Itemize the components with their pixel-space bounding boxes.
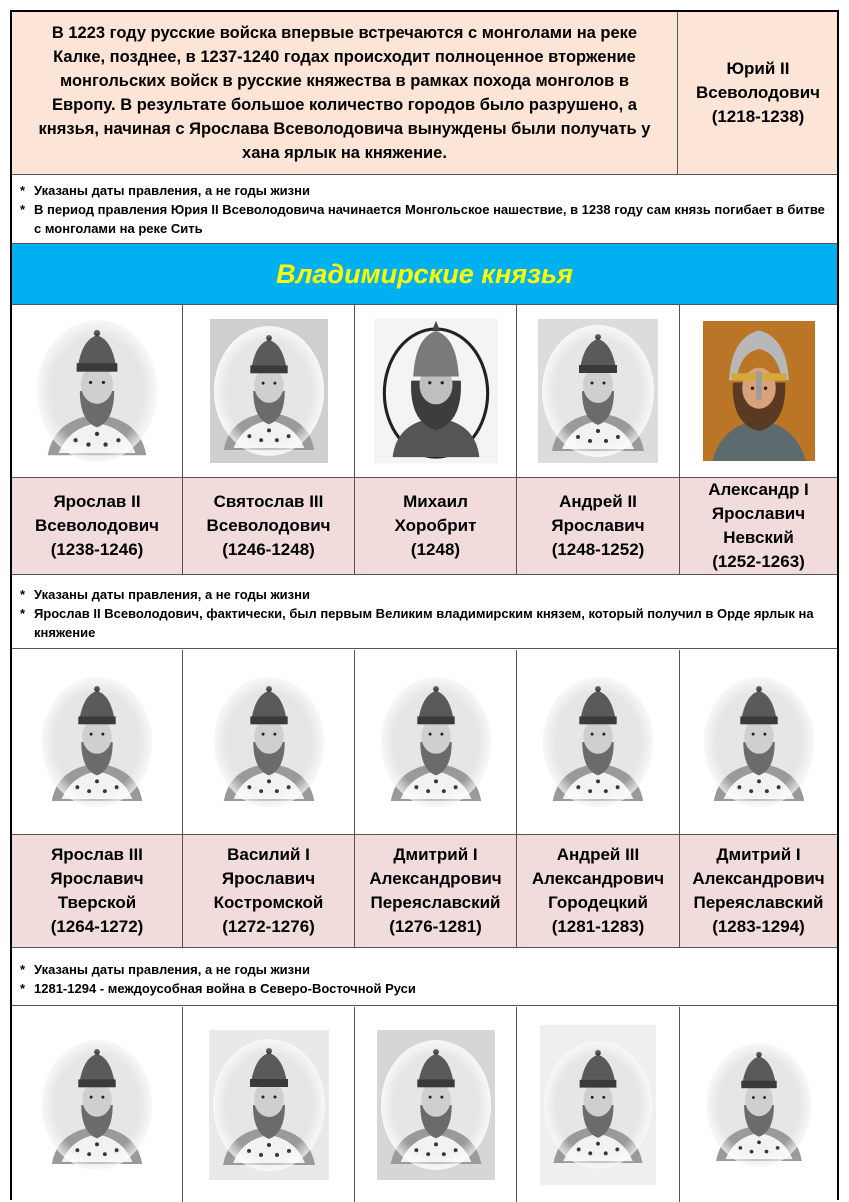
ruler-name-line: Александрович xyxy=(369,869,502,888)
portrait-helmet-icon xyxy=(374,318,498,464)
ruler-name-line: Святослав III xyxy=(213,492,324,511)
ruler-years: (1252-1263) xyxy=(712,552,805,571)
note-text: В период правления Юрия II Всеволодовича начинается Монгольское нашествие, в 1238 году сам князь погибает в битве с монголами на реке Сить xyxy=(34,202,825,236)
ruler-years: (1248-1252) xyxy=(551,540,645,559)
ruler-name-line: Костромской xyxy=(213,893,324,912)
portrait-crown-icon xyxy=(377,1030,495,1180)
portrait-crown-icon xyxy=(209,1030,329,1180)
portrait-cell xyxy=(355,305,517,477)
ruler-name-line: Тверской xyxy=(57,893,137,912)
portrait-cell xyxy=(355,1007,517,1202)
portrait-crown-icon xyxy=(210,319,328,463)
portrait-row-3 xyxy=(12,1007,837,1202)
ruler-name-line: Василий I xyxy=(227,845,310,864)
ruler-name-line: Александр I xyxy=(708,480,809,499)
portrait-cell xyxy=(183,650,355,834)
note-item xyxy=(20,585,829,604)
ruler-name-cell xyxy=(355,478,517,574)
ruler-name-cell xyxy=(680,478,837,574)
ruler-years: (1283-1294) xyxy=(712,917,805,936)
portrait-cell xyxy=(355,650,517,834)
portrait-cell xyxy=(12,305,183,477)
ruler-name-line: Дмитрий I xyxy=(716,845,801,864)
ruler-name-line: Переяславский xyxy=(693,893,824,912)
ruler-name-line: Андрей III xyxy=(556,845,640,864)
ruler-name-line: Переяславский xyxy=(370,893,501,912)
ruler-years: (1272-1276) xyxy=(222,917,315,936)
portrait-cell xyxy=(680,1007,837,1202)
portrait-cell xyxy=(517,1007,680,1202)
ruler-years: (1276-1281) xyxy=(389,917,482,936)
portrait-cell xyxy=(12,650,183,834)
ruler-name-cell xyxy=(517,478,680,574)
note-item xyxy=(20,979,829,998)
section-banner xyxy=(12,244,837,305)
ruler-name-line: Александрович xyxy=(692,869,825,888)
portrait-crown-icon xyxy=(539,672,657,812)
portrait-cell xyxy=(12,1007,183,1202)
ruler-name-line: Хоробрит xyxy=(394,516,477,535)
ruler-years: (1246-1248) xyxy=(222,540,315,559)
ruler-name-line: Городецкий xyxy=(548,893,648,912)
notes-block-1 xyxy=(12,175,837,244)
intro-ruler-cell xyxy=(679,12,837,174)
portrait-helmet-color-icon xyxy=(703,318,815,464)
portrait-crown-icon xyxy=(703,1033,815,1177)
ruler-name-line: Андрей II xyxy=(559,492,637,511)
ruler-name-cell xyxy=(183,835,355,947)
ruler-name-line: Всеволодович xyxy=(34,516,160,535)
note-text: 1281-1294 - междоусобная война в Северо-Восточной Руси xyxy=(34,981,416,996)
portrait-crown-icon xyxy=(210,672,328,812)
intro-text: В 1223 году русские войска впервые встречаются с монголами на реке Калке, позднее, в 1237-1240 годах происходит полноценное вторжение монгольских войск в русские княжества в рамках похода монголов в Европу. В результате большое количество городов было разрушено, а князья, начиная с Ярослава Всеволодовича вынуждены были получать у хана ярлык на княжение. xyxy=(12,12,678,174)
portrait-crown-icon xyxy=(540,1025,656,1185)
portrait-crown-icon xyxy=(700,672,818,812)
note-item xyxy=(20,200,829,238)
portrait-crown-icon xyxy=(38,672,156,812)
ruler-name-cell xyxy=(517,835,680,947)
ruler-years: (1248) xyxy=(410,540,461,559)
portrait-crown-icon xyxy=(377,672,495,812)
ruler-years: (1238-1246) xyxy=(50,540,144,559)
ruler-name-line: Ярославич xyxy=(711,504,806,523)
ruler-name-line: Михаил xyxy=(403,492,468,511)
ruler-name-line-2: Всеволодович xyxy=(695,83,821,102)
portrait-cell xyxy=(183,1007,355,1202)
ruler-name-cell xyxy=(355,835,517,947)
ruler-years: (1218-1238) xyxy=(711,107,805,126)
ruler-name-line: Невский xyxy=(723,528,794,547)
note-marker: * xyxy=(20,202,26,217)
portrait-crown-icon xyxy=(38,1030,156,1180)
portrait-row-2 xyxy=(12,650,837,835)
ruler-name-line: Ярославич xyxy=(551,516,645,535)
section-title: Владимирские князья xyxy=(276,258,573,289)
portrait-cell xyxy=(680,650,837,834)
note-text: Указаны даты правления, а не годы жизни xyxy=(34,962,310,977)
ruler-name-cell xyxy=(680,835,837,947)
portrait-crown-icon xyxy=(538,319,658,463)
ruler-years: (1264-1272) xyxy=(50,917,144,936)
ruler-name-line: Ярославич xyxy=(50,869,144,888)
note-text: Указаны даты правления, а не годы жизни xyxy=(34,587,310,602)
intro-row xyxy=(12,12,837,175)
portrait-cell xyxy=(517,650,680,834)
note-marker: * xyxy=(20,606,26,621)
portrait-cell xyxy=(517,305,680,477)
note-marker: * xyxy=(20,183,26,198)
note-marker: * xyxy=(20,981,26,996)
note-text: Указаны даты правления, а не годы жизни xyxy=(34,183,310,198)
portrait-cell xyxy=(680,305,837,477)
notes-block-3 xyxy=(12,948,837,1006)
ruler-years: (1281-1283) xyxy=(551,917,645,936)
portrait-row-1 xyxy=(12,305,837,478)
ruler-name-line: Ярослав II xyxy=(53,492,141,511)
note-marker: * xyxy=(20,587,26,602)
note-item xyxy=(20,604,829,642)
notes-block-2 xyxy=(12,575,837,649)
ruler-name-line: Александрович xyxy=(531,869,665,888)
ruler-name-cell xyxy=(12,478,183,574)
names-row-1 xyxy=(12,478,837,575)
ruler-name-line: Всеволодович xyxy=(206,516,331,535)
note-text: Ярослав II Всеволодович, фактически, был первым Великим владимирским князем, который получил в Орде ярлык на княжение xyxy=(34,606,814,640)
portrait-crown-icon xyxy=(32,316,162,466)
ruler-name-line: Ярославич xyxy=(221,869,316,888)
names-row-2 xyxy=(12,835,837,948)
ruler-name-cell xyxy=(12,835,183,947)
note-marker: * xyxy=(20,962,26,977)
note-item xyxy=(20,181,829,200)
ruler-name-line: Дмитрий I xyxy=(393,845,478,864)
note-item xyxy=(20,960,829,979)
ruler-name-cell xyxy=(183,478,355,574)
ruler-name-line: Ярослав III xyxy=(51,845,143,864)
rulers-sheet xyxy=(10,10,839,1200)
portrait-cell xyxy=(183,305,355,477)
ruler-name-line-1: Юрий II xyxy=(726,59,790,78)
